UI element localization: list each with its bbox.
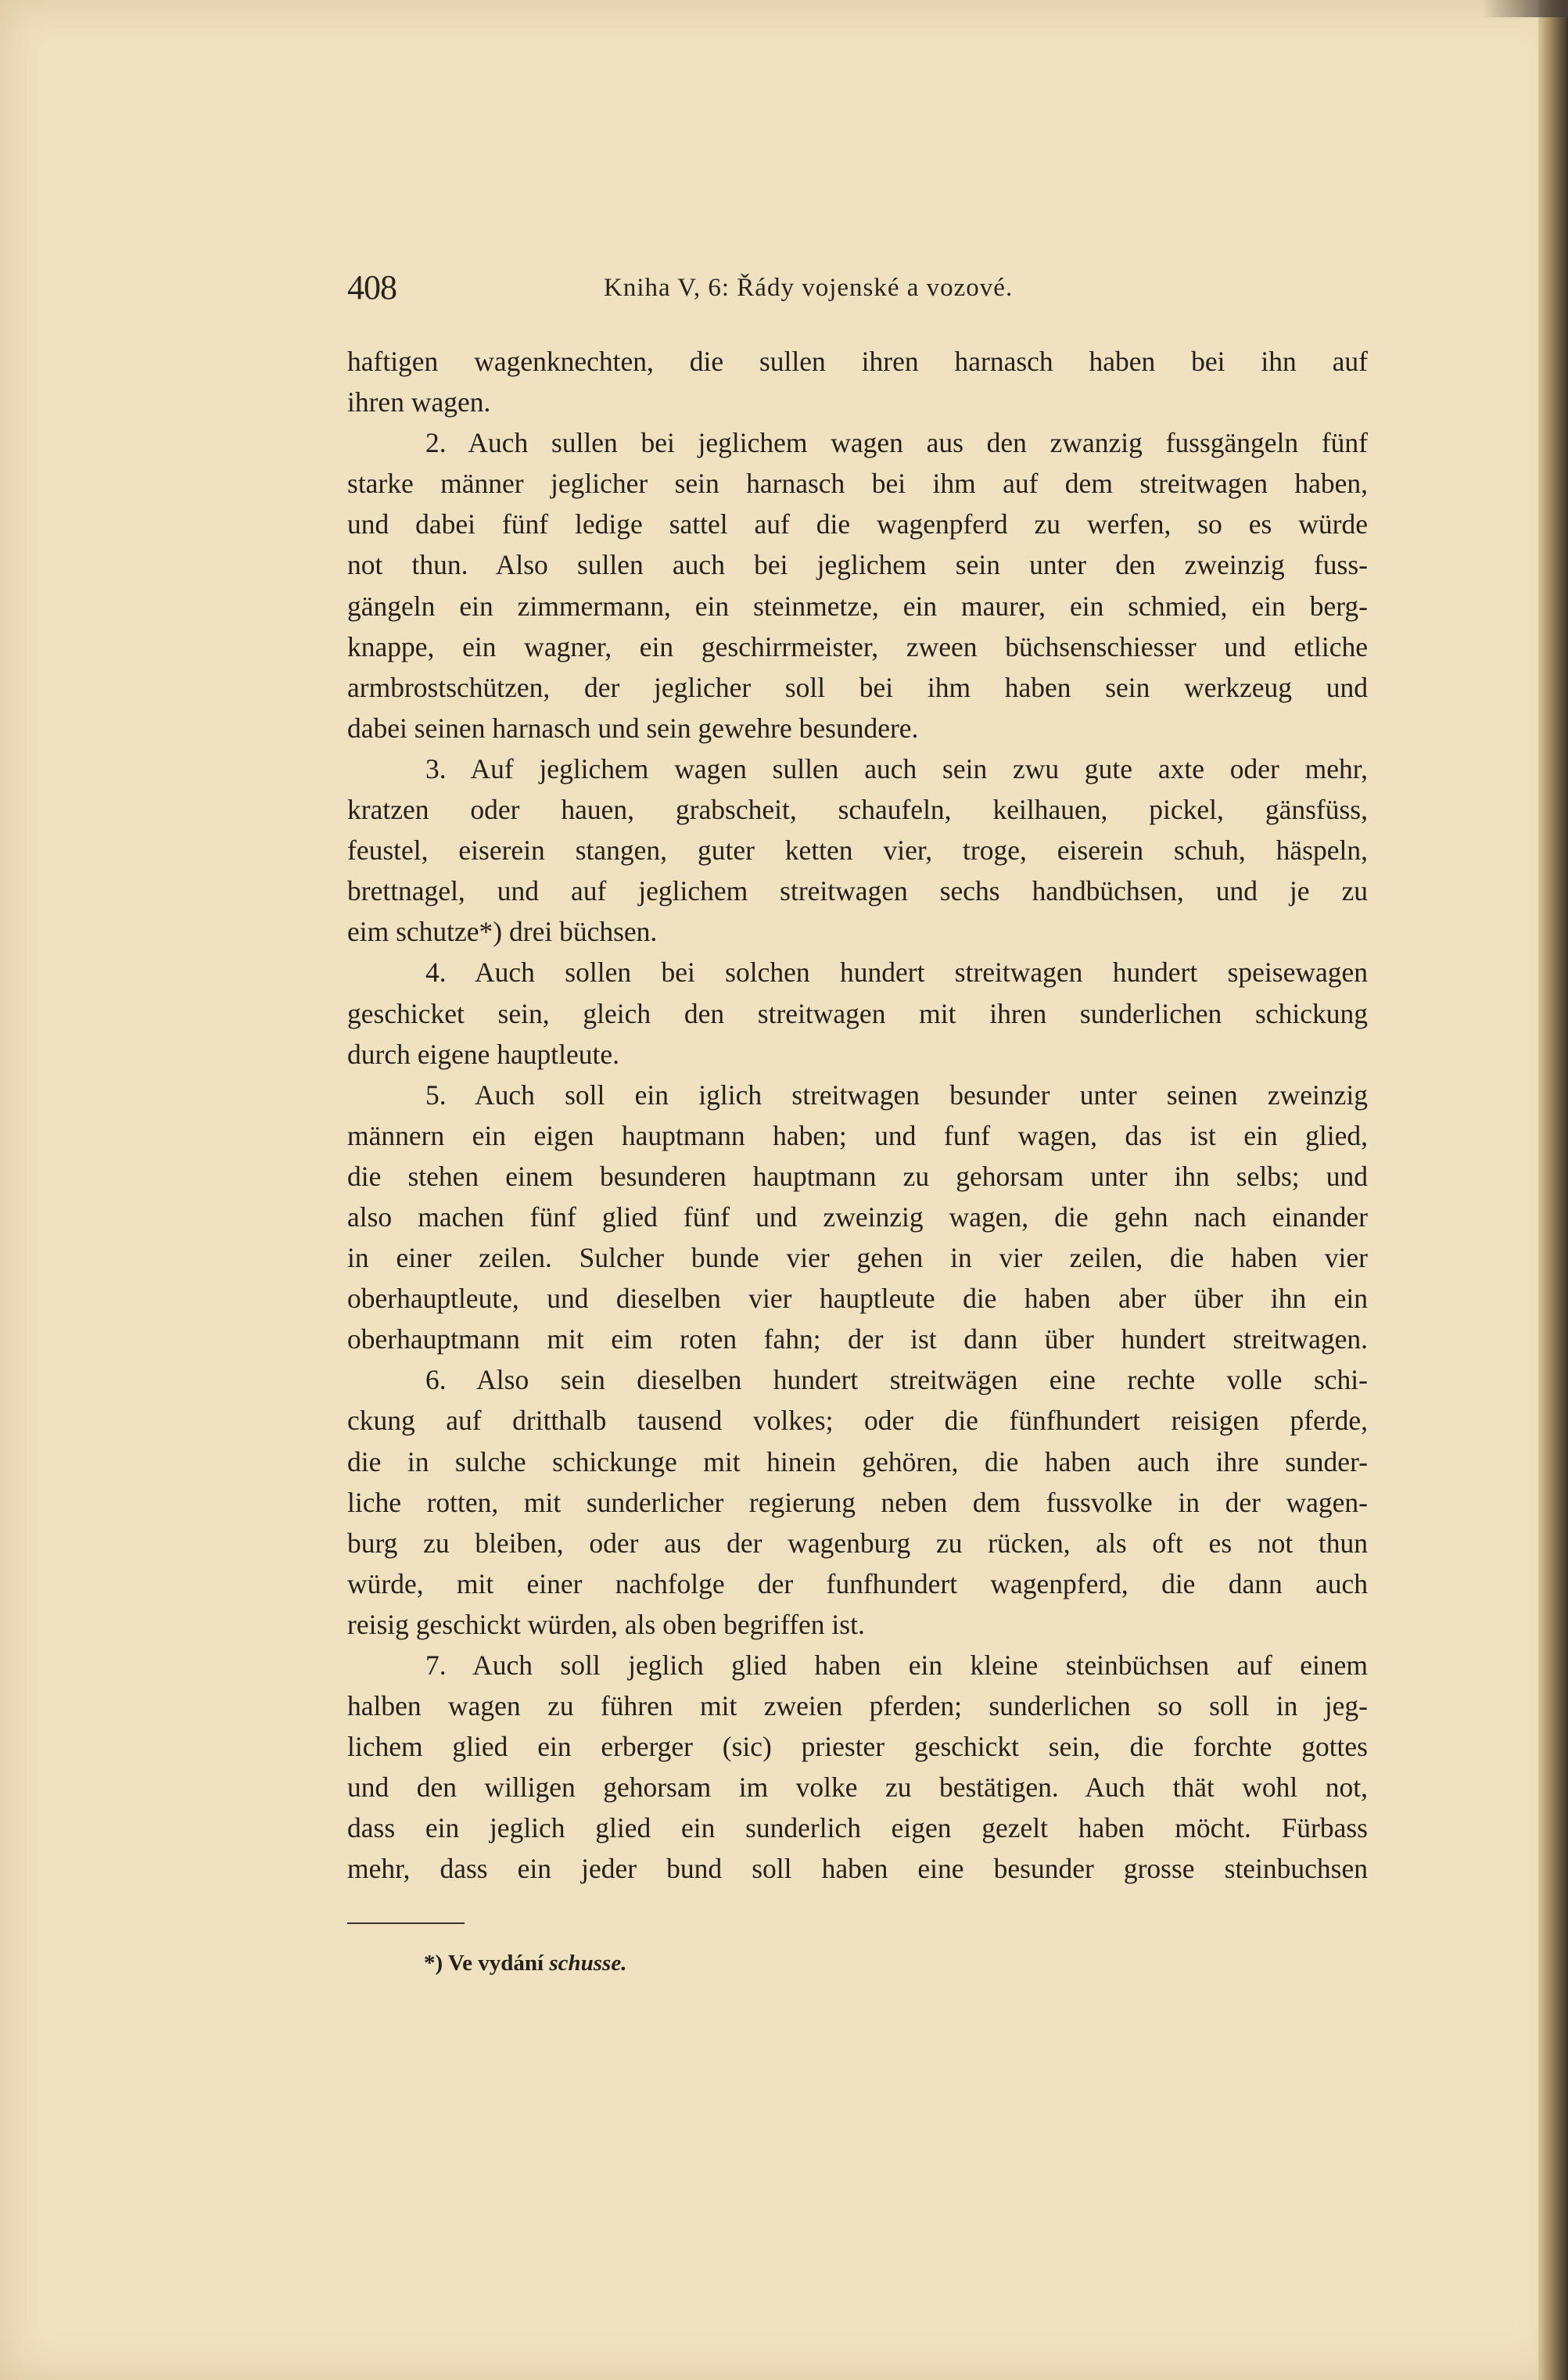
footnote-marker-text: *) Ve vydání: [424, 1951, 544, 1976]
text-line: in einer zeilen. Sulcher bunde vier gehen in vier zeilen, die haben vier: [347, 1242, 1368, 1274]
text-line: würde, mit einer nachfolge der funfhundert wagenpferd, die dann auch: [347, 1567, 1368, 1599]
text-line: brettnagel, und auf jeglichem streitwagen sechs handbüchsen, und je zu: [347, 875, 1368, 907]
running-head: Kniha V, 6: Řády vojenské a vozové.: [604, 274, 1014, 302]
footnote-divider: [347, 1922, 465, 1924]
text-line: reisig geschickt würden, als oben begriffen ist.: [347, 1608, 865, 1640]
text-line: armbrostschützen, der jeglicher soll bei ihm haben sein werkzeug und: [347, 671, 1368, 703]
paragraph-3-start: 3. Auf jeglichem wagen sullen auch sein zwu gute axte oder mehr,: [425, 752, 1368, 784]
paragraph-5-start: 5. Auch soll ein iglich streitwagen besunder unter seinen zweinzig: [425, 1079, 1368, 1111]
footnote-italic-text: schusse.: [549, 1951, 627, 1976]
text-line: und den willigen gehorsam im volke zu bestätigen. Auch thät wohl not,: [347, 1772, 1368, 1804]
paragraph-6-start: 6. Also sein dieselben hundert streitwägen eine rechte volle schi-: [425, 1364, 1368, 1396]
text-line: burg zu bleiben, oder aus der wagenburg zu rücken, als oft es not thun: [347, 1527, 1368, 1559]
page-edge-shadow: [1538, 0, 1568, 2380]
text-line: oberhauptleute, und dieselben vier hauptleute die haben aber über ihn ein: [347, 1283, 1368, 1315]
text-line: oberhauptmann mit eim roten fahn; der ist dann über hundert streitwagen.: [347, 1323, 1368, 1355]
paragraph-4-start: 4. Auch sollen bei solchen hundert streitwagen hundert speisewagen: [425, 957, 1368, 989]
text-line: lichem glied ein erberger (sic) priester geschickt sein, die forchte gottes: [347, 1731, 1368, 1763]
text-line: ckung auf dritthalb tausend volkes; oder die fünfhundert reisigen pferde,: [347, 1405, 1368, 1437]
text-line: haftigen wagenknechten, die sullen ihren harnasch haben bei ihn auf: [347, 346, 1368, 377]
text-line: mehr, dass ein jeder bund soll haben eine besunder grosse steinbuchsen: [347, 1853, 1368, 1885]
text-line: ihren wagen.: [347, 386, 491, 418]
text-line: dabei seinen harnasch und sein gewehre besundere.: [347, 712, 919, 744]
text-line: und dabei fünf ledige sattel auf die wagenpferd zu werfen, so es würde: [347, 508, 1368, 540]
text-line: die stehen einem besunderen hauptmann zu gehorsam unter ihn selbs; und: [347, 1160, 1368, 1192]
page-header: [347, 264, 1372, 311]
text-line: dass ein jeglich glied ein sunderlich eigen gezelt haben möcht. Fürbass: [347, 1812, 1368, 1844]
body-text: [347, 341, 1368, 1890]
page-corner-shadow: [1482, 0, 1568, 17]
text-line: männern ein eigen hauptmann haben; und funf wagen, das ist ein glied,: [347, 1119, 1368, 1151]
paragraph-2-start: 2. Auch sullen bei jeglichem wagen aus den zwanzig fussgängeln fünf: [425, 427, 1368, 459]
footnote: [424, 1947, 626, 1979]
text-line: kratzen oder hauen, grabscheit, schaufeln, keilhauen, pickel, gänsfüss,: [347, 794, 1368, 826]
text-line: liche rotten, mit sunderlicher regierung neben dem fussvolke in der wagen-: [347, 1486, 1368, 1518]
text-line: geschicket sein, gleich den streitwagen mit ihren sunderlichen schickung: [347, 997, 1368, 1029]
text-line: knappe, ein wagner, ein geschirrmeister, zween büchsenschiesser und etliche: [347, 630, 1368, 662]
text-line: die in sulche schickunge mit hinein gehören, die haben auch ihre sunder-: [347, 1445, 1368, 1477]
text-line: feustel, eiserein stangen, guter ketten vier, troge, eiserein schuh, häspeln,: [347, 835, 1368, 867]
text-line: halben wagen zu führen mit zweien pferden; sunderlichen so soll in jeg-: [347, 1690, 1368, 1722]
text-line: eim schutze*) drei büchsen.: [347, 916, 658, 948]
text-line: gängeln ein zimmermann, ein steinmetze, ein maurer, ein schmied, ein berg-: [347, 590, 1368, 622]
page-number: 408: [347, 268, 396, 307]
text-line: starke männer jeglicher sein harnasch bei ihm auf dem streitwagen haben,: [347, 468, 1368, 500]
text-line: also machen fünf glied fünf und zweinzig wagen, die gehn nach einander: [347, 1201, 1368, 1233]
paragraph-7-start: 7. Auch soll jeglich glied haben ein kleine steinbüchsen auf einem: [425, 1649, 1368, 1681]
text-line: not thun. Also sullen auch bei jeglichem sein unter den zweinzig fuss-: [347, 549, 1368, 581]
text-line: durch eigene hauptleute.: [347, 1038, 619, 1070]
